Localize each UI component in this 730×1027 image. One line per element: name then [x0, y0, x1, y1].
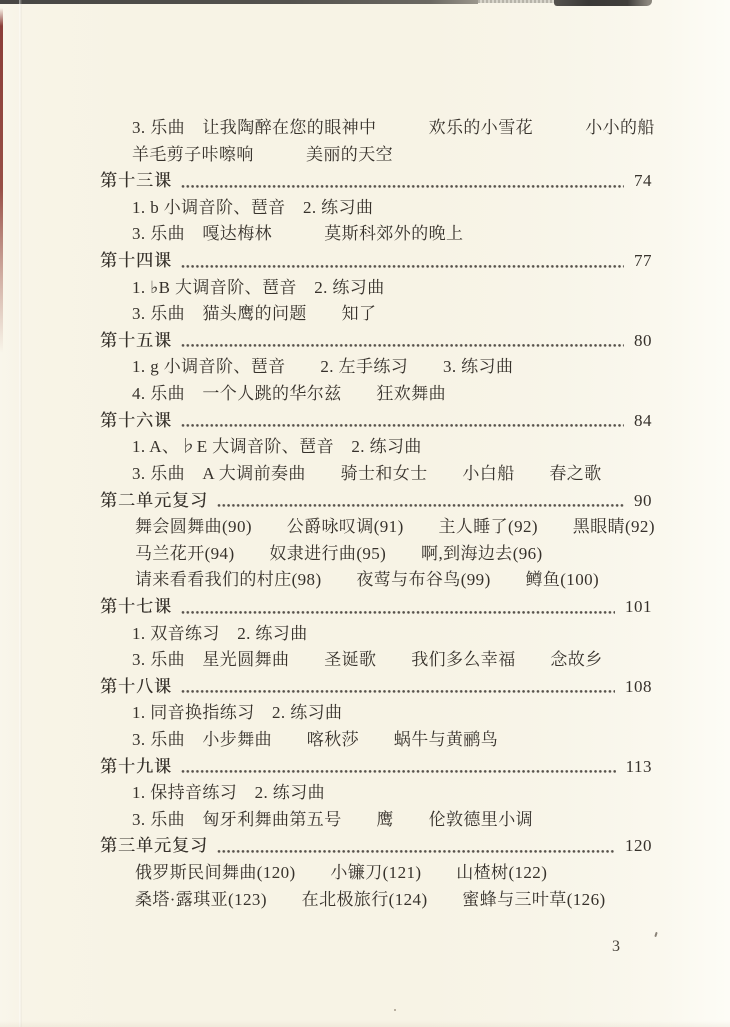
toc-item-row: 3. 乐曲 A 大调前奏曲 骑士和女士 小白船 春之歌 [132, 463, 602, 483]
dotted-leader [181, 408, 624, 435]
toc-item-row: 1. g 小调音阶、琶音 2. 左手练习 3. 练习曲 [132, 357, 514, 377]
scan-speck [654, 932, 657, 937]
toc-item-row: 1. 双音练习 2. 练习曲 [132, 623, 308, 643]
toc-item-row: 1. 保持音练习 2. 练习曲 [132, 783, 325, 803]
dotted-leader [217, 488, 624, 515]
chapter-title: 第十六课 [100, 410, 172, 430]
toc-list [100, 115, 655, 913]
toc-chapter-row [100, 594, 652, 621]
toc-song-list-row: 俄罗斯民间舞曲(120) 小镰刀(121) 山楂树(122) [135, 863, 548, 883]
toc-chapter-row [100, 674, 652, 701]
chapter-title: 第二单元复习 [100, 490, 208, 510]
dotted-leader [181, 674, 615, 701]
toc-song-list-row: 桑塔·露琪亚(123) 在北极旅行(124) 蜜蜂与三叶草(126) [135, 889, 606, 909]
toc-chapter-row [100, 833, 652, 860]
chapter-title: 第十四课 [100, 251, 172, 271]
dotted-leader [217, 833, 615, 860]
toc-item-row: 3. 乐曲 星光圆舞曲 圣诞歌 我们多么幸福 念故乡 [132, 650, 603, 670]
toc-item-row: 3. 乐曲 小步舞曲 喀秋莎 蜗牛与黄鹂鸟 [132, 730, 499, 750]
bottom-scan-shade [0, 1021, 730, 1027]
chapter-page-number: 101 [625, 596, 652, 616]
chapter-title: 第十三课 [100, 171, 172, 191]
toc-chapter-row [100, 754, 652, 781]
dotted-leader [181, 594, 615, 621]
dotted-leader [181, 248, 624, 275]
chapter-page-number: 84 [634, 410, 652, 430]
chapter-page-number: 77 [634, 251, 652, 271]
toc-chapter-row [100, 488, 652, 515]
dotted-leader [181, 328, 624, 355]
chapter-page-number: 80 [634, 330, 652, 350]
toc-song-list-row: 请来看看我们的村庄(98) 夜莺与布谷鸟(99) 鳟鱼(100) [135, 570, 600, 590]
page-edge-crease [19, 0, 22, 1027]
toc-chapter-row [100, 168, 652, 195]
toc-item-row: 4. 乐曲 一个人跳的华尔兹 狂欢舞曲 [132, 384, 446, 404]
toc-chapter-row [100, 328, 652, 355]
toc-song-list-row: 舞会圆舞曲(90) 公爵咏叹调(91) 主人睡了(92) 黑眼睛(92) [135, 517, 655, 537]
toc-item-row: 1. 同音换指练习 2. 练习曲 [132, 703, 343, 723]
page-number: 3 [612, 938, 621, 955]
dotted-leader [181, 754, 616, 781]
chapter-title: 第十五课 [100, 330, 172, 350]
scanner-edge-smudge [554, 0, 652, 6]
toc-item-row: 3. 乐曲 匈牙利舞曲第五号 鹰 伦敦德里小调 [132, 809, 533, 829]
toc-song-list-row: 马兰花开(94) 奴隶进行曲(95) 啊,到海边去(96) [135, 543, 543, 563]
toc-item-row: 3. 乐曲 嘎达梅林 莫斯科郊外的晚上 [132, 224, 464, 244]
chapter-page-number: 120 [625, 836, 652, 856]
chapter-page-number: 108 [625, 676, 652, 696]
chapter-title: 第十九课 [100, 756, 172, 776]
dotted-leader [181, 168, 624, 195]
toc-chapter-row [100, 248, 652, 275]
toc-item-row: 1. b 小调音阶、琶音 2. 练习曲 [132, 197, 374, 217]
book-binding-red-edge [0, 8, 3, 353]
toc-chapter-row [100, 408, 652, 435]
chapter-title: 第三单元复习 [100, 836, 208, 856]
toc-item-row: 3. 乐曲 让我陶醉在您的眼神中 欢乐的小雪花 小小的船 [132, 118, 655, 137]
scanner-edge-segment [478, 0, 554, 3]
scan-speck [394, 1009, 396, 1011]
chapter-title: 第十八课 [100, 676, 172, 696]
toc-item-row: 1. ♭B 大调音阶、琶音 2. 练习曲 [132, 277, 385, 297]
toc-item-row: 羊毛剪子咔嚓响 美丽的天空 [132, 144, 393, 164]
scanner-top-edge [0, 0, 730, 8]
toc-item-row: 3. 乐曲 猫头鹰的问题 知了 [132, 304, 377, 324]
toc-item-row: 1. A、♭E 大调音阶、琶音 2. 练习曲 [132, 437, 422, 457]
scanner-edge-segment [0, 0, 478, 4]
chapter-page-number: 90 [634, 490, 652, 510]
chapter-page-number: 74 [634, 171, 652, 191]
chapter-page-number: 113 [625, 756, 652, 776]
chapter-title: 第十七课 [100, 596, 172, 616]
